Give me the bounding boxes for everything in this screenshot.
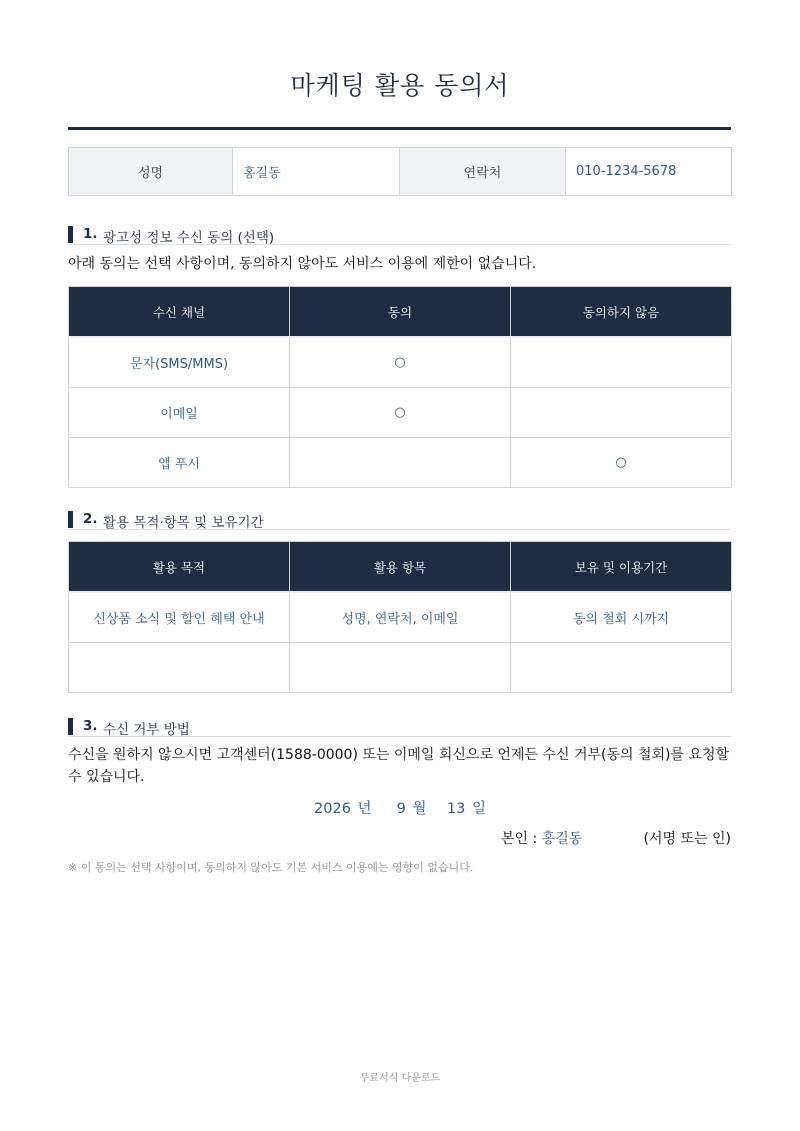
date-year-unit: 년 — [357, 801, 372, 817]
retention-cell — [511, 643, 732, 693]
date-year: 2026 — [314, 801, 351, 817]
channel-cell: 이메일 — [69, 388, 290, 438]
disagree-mark — [511, 388, 732, 438]
name-label: 성명 — [69, 148, 233, 196]
date-day: 13 — [446, 801, 466, 817]
retention-cell: 동의 철회 시까지 — [511, 592, 732, 643]
items-cell — [290, 643, 511, 693]
personal-info-table — [68, 147, 732, 196]
date-day-unit: 일 — [471, 801, 486, 817]
table-header: 동의하지 않음 — [511, 287, 732, 338]
section-1-description: 아래 동의는 선택 사항이며, 동의하지 않아도 서비스 이용에 제한이 없습니다. — [68, 256, 537, 272]
table-row — [69, 643, 732, 693]
table-header: 활용 항목 — [290, 542, 511, 593]
consent-channel-table — [68, 286, 732, 488]
signer-name: 홍길동 — [541, 831, 583, 847]
section-1-heading — [68, 226, 731, 245]
agree-mark: ○ — [290, 388, 511, 438]
table-header: 동의 — [290, 287, 511, 338]
section-number: 3. — [83, 718, 98, 734]
name-value: 홍길동 — [233, 148, 400, 196]
page-footer: 무료서식 다운로드 — [359, 1073, 441, 1084]
table-row — [69, 337, 732, 388]
table-row — [69, 592, 732, 643]
table-row — [69, 388, 732, 438]
table-header: 활용 목적 — [69, 542, 290, 593]
section-title: 광고성 정보 수신 동의 (선택) — [103, 230, 275, 246]
contact-value: 010-1234-5678 — [566, 148, 732, 196]
agree-mark — [290, 438, 511, 488]
disagree-mark: ○ — [511, 438, 732, 488]
table-row — [69, 438, 732, 488]
disagree-mark — [511, 337, 732, 388]
footnote: ※ 이 동의는 선택 사항이며, 동의하지 않아도 기본 서비스 이용에는 영향이 없습니다. — [68, 861, 474, 874]
table-header: 수신 채널 — [69, 287, 290, 338]
section-3-description: 수신을 원하지 않으시면 고객센터(1588-0000) 또는 이메일 회신으로 언제든 수신 거부(동의 철회)를 요청할 수 있습니다. — [68, 747, 730, 785]
channel-cell: 문자(SMS/MMS) — [69, 337, 290, 388]
section-title: 수신 거부 방법 — [103, 722, 190, 738]
table-header: 보유 및 이용기간 — [511, 542, 732, 593]
title-divider — [68, 127, 731, 130]
signing-date — [0, 797, 800, 818]
channel-cell: 앱 푸시 — [69, 438, 290, 488]
section-3-heading — [68, 718, 731, 737]
section-title: 활용 목적·항목 및 보유기간 — [103, 515, 264, 531]
agree-mark: ○ — [290, 337, 511, 388]
section-marker — [68, 511, 73, 528]
section-marker — [68, 226, 73, 243]
section-number: 2. — [83, 511, 98, 527]
date-month: 9 — [396, 801, 406, 817]
signer-block — [501, 828, 582, 848]
signature-placeholder: (서명 또는 인) — [643, 831, 731, 847]
contact-label: 연락처 — [400, 148, 566, 196]
purpose-cell: 신상품 소식 및 할인 혜택 안내 — [69, 592, 290, 643]
purpose-cell — [69, 643, 290, 693]
items-cell: 성명, 연락처, 이메일 — [290, 592, 511, 643]
document-title: 마케팅 활용 동의서 — [290, 71, 510, 100]
section-2-heading — [68, 511, 731, 530]
date-month-unit: 월 — [412, 801, 427, 817]
usage-purpose-table — [68, 541, 732, 693]
section-number: 1. — [83, 226, 98, 242]
signer-label: 본인 : — [501, 831, 538, 847]
section-marker — [68, 718, 73, 735]
